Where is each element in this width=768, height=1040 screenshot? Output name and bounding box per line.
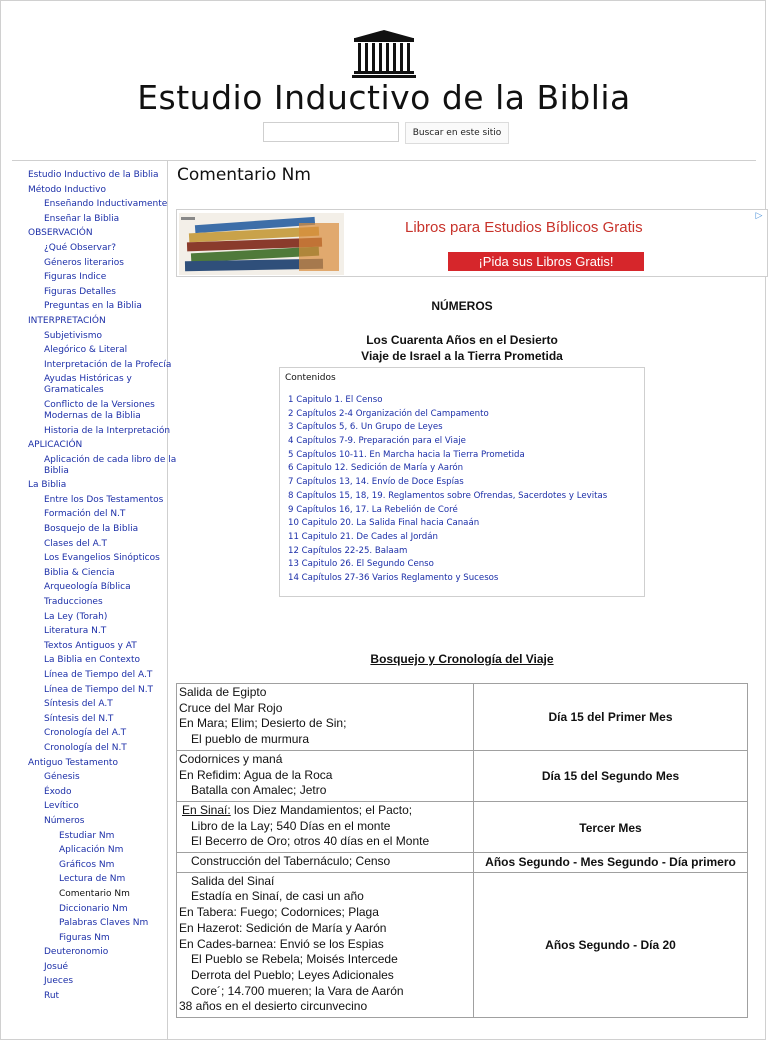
event-line: 38 años en el desierto circunvecino (179, 999, 368, 1014)
search-input[interactable] (263, 122, 399, 142)
sidebar-item[interactable]: Levítico (44, 801, 79, 812)
event-line: El Becerro de Oro; otros 40 días en el Monte (191, 834, 430, 849)
sidebar-item[interactable]: Subjetivismo (44, 330, 102, 341)
sidebar-item[interactable]: Lectura de Nm (59, 874, 126, 885)
chronology-date: Día 15 del Primer Mes (474, 684, 748, 751)
event-line: Libro de la Lay; 540 Días en el monte (191, 818, 391, 833)
sidebar-item[interactable]: Clases del A.T (44, 538, 108, 549)
temple-logo-icon[interactable] (351, 29, 417, 79)
sidebar-item[interactable]: Comentario Nm (59, 888, 130, 899)
chronology-date: Tercer Mes (474, 801, 748, 852)
book-title: NÚMEROS (431, 299, 493, 313)
table-row (177, 750, 748, 801)
sidebar-item[interactable]: Cronología del N.T (44, 742, 127, 753)
sidebar-item[interactable]: Estudio Inductivo de la Biblia (28, 170, 159, 180)
chronology-table (176, 683, 748, 1018)
toc-link[interactable]: 1 Capitulo 1. El Censo (288, 395, 383, 405)
event-line: Estadía en Sinaí, de casi un año (191, 889, 364, 904)
sidebar-item[interactable]: Figuras Indice (44, 272, 107, 283)
table-of-contents (279, 367, 645, 597)
sidebar-item[interactable]: Palabras Claves Nm (59, 918, 149, 929)
event-line: En Mara; Elim; Desierto de Sin; (179, 716, 347, 731)
sidebar-item[interactable]: ¿Qué Observar? (44, 242, 117, 253)
sidebar-item[interactable]: Síntesis del N.T (44, 713, 114, 724)
sidebar-item[interactable]: La Biblia en Contexto (44, 655, 141, 666)
toc-link[interactable]: 14 Capítulos 27-36 Varios Reglamento y Sucesos (288, 572, 499, 583)
event-place: En Sinaí: (182, 802, 231, 817)
sidebar-item[interactable]: Enseñar la Biblia (44, 213, 120, 224)
sidebar-item[interactable]: APLICACIÓN (28, 440, 83, 451)
sidebar-item[interactable]: Rut (44, 991, 60, 1002)
sidebar-item[interactable]: Diccionario Nm (59, 903, 128, 914)
ad-headline[interactable]: Libros para Estudios Bíblicos Gratis (405, 219, 643, 236)
toc-link[interactable]: 5 Capítulos 10-11. En Marcha hacia la Tierra Prometida (288, 449, 525, 460)
sidebar-item[interactable]: Preguntas en la Biblia (44, 301, 142, 312)
sidebar-item[interactable]: Figuras Detalles (44, 286, 116, 297)
toc-link[interactable]: 9 Capítulos 16, 17. La Rebelión de Coré (288, 504, 458, 515)
sidebar (12, 160, 177, 1040)
sidebar-item[interactable]: Aplicación de cada libro de la Biblia (44, 454, 177, 476)
event-line: En Cades-barnea: Envió se los Espias (179, 936, 384, 951)
site-header (0, 0, 768, 160)
toc-link[interactable]: 13 Capitulo 26. El Segundo Censo (288, 559, 434, 570)
sidebar-item[interactable]: Ayudas Históricas y Gramaticales (44, 374, 132, 396)
chronology-events (177, 853, 474, 873)
subtitle-1: Los Cuarenta Años en el Desierto (366, 333, 558, 347)
event-line: Derrota del Pueblo; Leyes Adicionales (191, 967, 394, 982)
event-line: Construcción del Tabernáculo; Censo (191, 854, 391, 869)
chronology-date: Día 15 del Segundo Mes (474, 750, 748, 801)
sidebar-item[interactable]: La Ley (Torah) (44, 611, 108, 622)
sidebar-item[interactable]: Génesis (44, 772, 80, 783)
sidebar-item[interactable]: Figuras Nm (59, 932, 110, 943)
event-line: Salida de Egipto (179, 685, 267, 699)
sidebar-item[interactable]: Enseñando Inductivamente (44, 199, 168, 210)
toc-link[interactable]: 8 Capítulos 15, 18, 19. Reglamentos sobre Ofrendas, Sacerdotes y Levitas (288, 490, 608, 501)
toc-link[interactable]: 3 Capítulos 5, 6. Un Grupo de Leyes (288, 422, 443, 433)
ad-banner[interactable] (176, 209, 768, 277)
search-button[interactable]: Buscar en este sitio (405, 122, 509, 144)
sidebar-item[interactable]: Géneros literarios (44, 257, 124, 268)
sidebar-item[interactable]: La Biblia (28, 480, 67, 491)
sidebar-item[interactable]: Números (44, 815, 85, 826)
sidebar-item[interactable]: INTERPRETACIÓN (28, 315, 106, 326)
toc-link[interactable]: 7 Capítulos 13, 14. Envío de Doce Espías (288, 477, 464, 488)
event-line: Cruce del Mar Rojo (179, 700, 283, 715)
event-line: En Hazerot: Sedición de María y Aarón (179, 920, 387, 935)
sidebar-item[interactable]: Josué (44, 961, 69, 972)
site-title[interactable]: Estudio Inductivo de la Biblia (137, 78, 631, 117)
toc-link[interactable]: 12 Capítulos 22-25. Balaam (288, 545, 408, 556)
toc-link[interactable]: 2 Capítulos 2-4 Organización del Campamento (288, 408, 489, 419)
sidebar-item[interactable]: Conflicto de la Versiones Modernas de la Biblia (44, 399, 155, 421)
event-line: Batalla con Amalec; Jetro (191, 783, 327, 798)
sidebar-item[interactable]: Éxodo (44, 786, 72, 797)
sidebar-item[interactable]: Síntesis del A.T (44, 699, 113, 710)
sidebar-item[interactable]: Antiguo Testamento (28, 757, 118, 768)
chronology-events (177, 684, 474, 751)
toc-link[interactable]: 11 Capitulo 21. De Cades al Jordán (288, 531, 438, 542)
toc-title: Contenidos (285, 373, 336, 383)
sidebar-item[interactable]: Arqueología Bíblica (44, 582, 131, 593)
sidebar-item[interactable]: Textos Antiguos y AT (44, 640, 137, 651)
page-title: Comentario Nm (177, 165, 311, 185)
event-line: El Pueblo se Rebela; Moisés Intercede (191, 952, 398, 967)
toc-link[interactable]: 10 Capitulo 20. La Salida Final hacia Canaán (288, 518, 480, 529)
sidebar-item[interactable]: Método Inductivo (28, 184, 107, 195)
event-line: En Tabera: Fuego; Codornices; Plaga (179, 905, 379, 920)
sidebar-item[interactable]: Historia de la Interpretación (44, 425, 171, 436)
table-row (177, 684, 748, 751)
event-line: Salida del Sinaí (191, 873, 275, 888)
toc-link[interactable]: 4 Capítulos 7-9. Preparación para el Viaje (288, 436, 466, 447)
books-ad-image[interactable] (179, 213, 344, 275)
chronology-date: Años Segundo - Mes Segundo - Día primero (474, 853, 748, 873)
bosquejo-title: Bosquejo y Cronología del Viaje (370, 652, 554, 666)
sidebar-item[interactable]: Aplicación Nm (59, 845, 124, 856)
event-line: En Refidim: Agua de la Roca (179, 767, 333, 782)
table-row (177, 853, 748, 873)
info-icon[interactable]: ▷ (755, 211, 763, 221)
chronology-events (177, 872, 474, 1017)
sidebar-item[interactable]: Cronología del A.T (44, 728, 127, 739)
event-line: El pueblo de murmura (191, 732, 310, 747)
sidebar-item[interactable]: OBSERVACIÓN (28, 228, 93, 239)
sidebar-item[interactable]: Estudiar Nm (59, 830, 115, 841)
sidebar-item[interactable]: Deuteronomio (44, 947, 109, 958)
sidebar-item[interactable]: Los Evangelios Sinópticos (44, 553, 160, 564)
sidebar-item[interactable]: Línea de Tiempo del N.T (44, 684, 154, 695)
ad-cta-button[interactable]: ¡Pida sus Libros Gratis! (448, 252, 644, 271)
chronology-events (177, 801, 474, 852)
event-line: Codornices y maná (179, 751, 283, 766)
subtitle-2: Viaje de Israel a la Tierra Prometida (361, 349, 563, 363)
sidebar-nav (28, 170, 178, 1006)
sidebar-item[interactable]: Jueces (44, 976, 74, 987)
table-row (177, 801, 748, 852)
sidebar-item[interactable]: Interpretación de la Profecía (44, 359, 172, 370)
event-line: Core´; 14.700 mueren; la Vara de Aarón (191, 983, 404, 998)
sidebar-item[interactable]: Alegórico & Literal (44, 345, 128, 356)
sidebar-item[interactable]: Gráficos Nm (59, 859, 115, 870)
sidebar-item[interactable]: Literatura N.T (44, 626, 107, 637)
sidebar-item[interactable]: Biblia & Ciencia (44, 567, 115, 578)
event-line (179, 803, 473, 819)
chronology-events (177, 750, 474, 801)
event-text: los Diez Mandamientos; el Pacto; (230, 802, 413, 817)
table-row (177, 872, 748, 1017)
toc-link[interactable]: 6 Capitulo 12. Sedición de María y Aarón (288, 463, 464, 474)
toc-list (288, 395, 643, 587)
sidebar-item[interactable]: Línea de Tiempo del A.T (44, 670, 153, 680)
sidebar-item[interactable]: Formación del N.T (44, 509, 126, 520)
sidebar-item[interactable]: Traducciones (44, 597, 103, 608)
sidebar-item[interactable]: Entre los Dos Testamentos (44, 494, 164, 505)
chronology-date: Años Segundo - Día 20 (474, 872, 748, 1017)
sidebar-item[interactable]: Bosquejo de la Biblia (44, 524, 139, 535)
